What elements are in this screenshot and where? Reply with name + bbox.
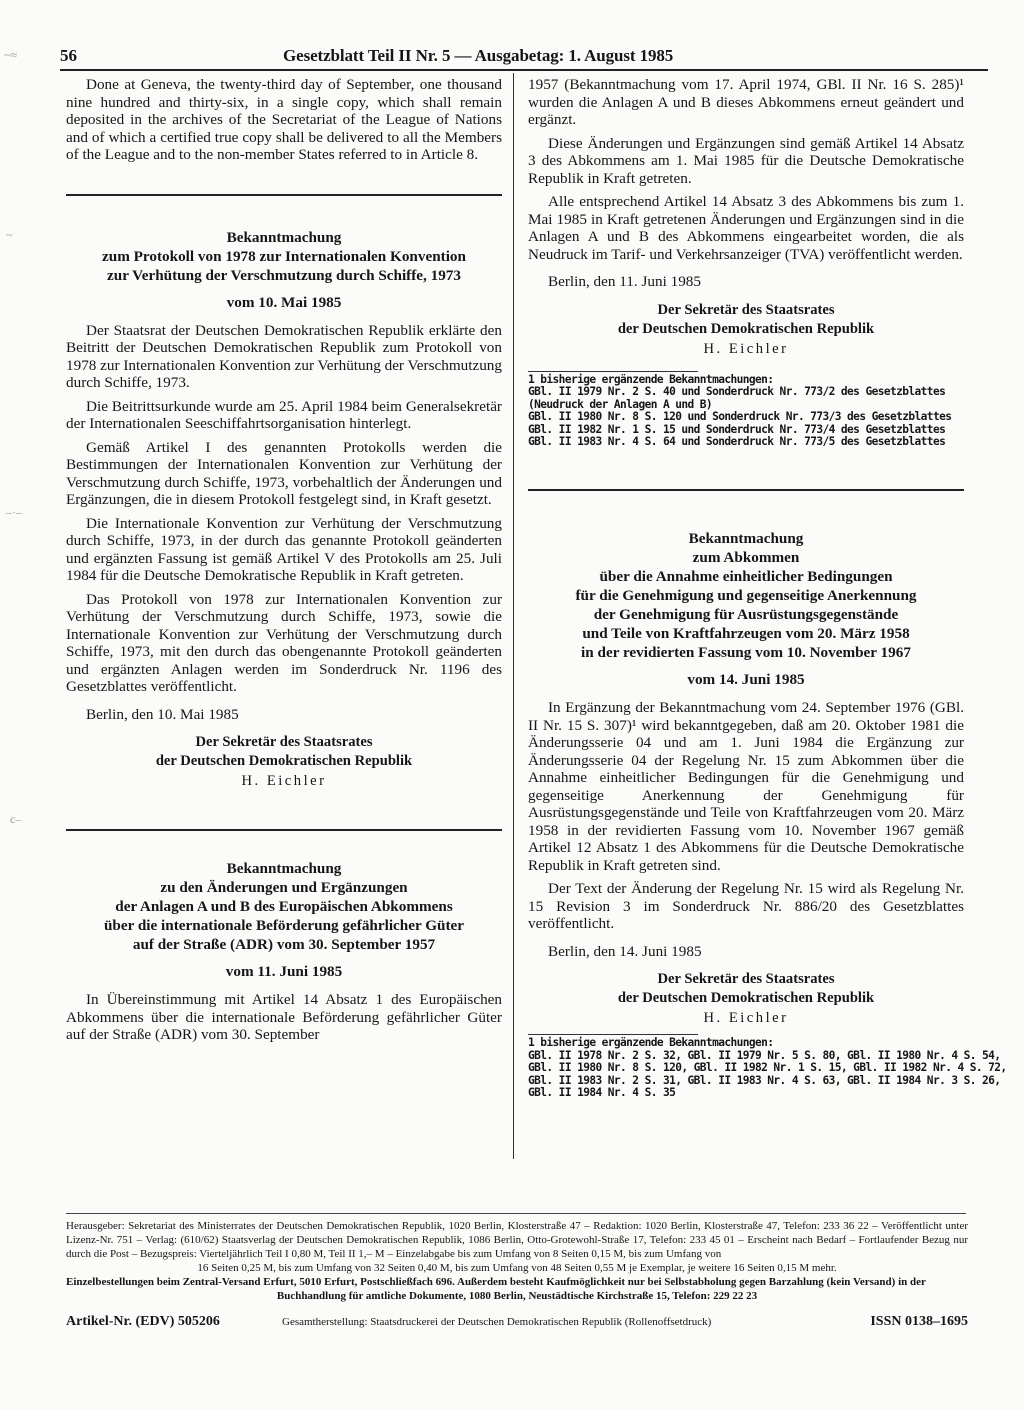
footnote-line: 1 bisherige ergänzende Bekanntmachungen: xyxy=(528,372,774,386)
imprint-price: 16 Seiten 0,25 M, bis zum Umfang von 32 Seiten 0,40 M, bis zum Umfang von 48 Seiten 0,55 M je Exemplar, je weitere 16 Seiten 0,15 M mehr. xyxy=(197,1262,837,1274)
body-paragraph: Das Protokoll von 1978 zur Internationalen Konvention zur Verhütung der Verschmutzung durch Schiffe, 1973, sowie die Internationale Konvention zur Verhütung der Verschmutzung durch Schiffe, 1973, mit den durch das obengenannte Protokoll geänderten und ergänzten Anlagen werden im Sonderdruck Nr. 1196 des Gesetzblattes veröffentlicht. xyxy=(66,590,502,695)
footnote-line: GBl. II 1980 Nr. 8 S. 120, GBl. II 1982 Nr. 1 S. 15, GBl. II 1982 Nr. 4 S. 72, xyxy=(528,1061,1007,1075)
imprint-orders: Einzelbestellungen beim Zentral-Versand Erfurt, 5010 Erfurt, Postschließfach 696. Außerdem besteht Kaufmöglichkeit nur bei Selbstabholung gegen Barzahlung (kein Versand) in der xyxy=(66,1276,926,1288)
signature-name: H. Eichler xyxy=(241,773,327,789)
notice-heading-line: und Teile von Kraftfahrzeugen vom 20. März 1958 xyxy=(582,625,910,643)
header-rule xyxy=(60,69,988,71)
notice-heading-line: Bekanntmachung xyxy=(226,228,342,246)
notice-heading-line: auf der Straße (ADR) vom 30. September 1957 xyxy=(132,936,436,953)
body-paragraph: Die Internationale Konvention zur Verhütung der Verschmutzung durch Schiffe, 1973, in der durch das genannte Protokoll geänderten und ergänzten Fassung ist gemäß Artikel V des Protokolls am 25. Juli 1984 für die Deutsche Demokratische Republik in Kraft getreten. xyxy=(66,514,502,584)
notice-heading-adr xyxy=(66,859,502,954)
notice-heading-line: in der revidierten Fassung vom 10. November 1967 xyxy=(581,644,911,662)
notice-date: vom 14. Juni 1985 xyxy=(687,671,805,689)
place-date: Berlin, den 14. Juni 1985 xyxy=(548,942,702,960)
footnote-rule xyxy=(528,371,698,372)
notice-heading-marpol xyxy=(66,228,502,285)
signature-title: der Deutschen Demokratischen Republik xyxy=(617,320,875,337)
place-date: Berlin, den 11. Juni 1985 xyxy=(548,273,701,290)
section-separator xyxy=(66,829,502,831)
imprint-main: Herausgeber: Sekretariat des Ministerrates der Deutschen Demokratischen Republik, 1020 Berlin, Klosterstraße 47 – Redaktion: 1020 Berlin, Klosterstraße 47, Telefon: 233 36 22 – Veröffentlicht unter Lizenz-Nr. 751 – Verlag: (610/62) Staatsverlag der Deutschen Demokratischen Republik, 1086 Berlin, Otto-Grotewohl-Straße 17, Telefon: 233 45 01 – Erscheint nach Bedarf – Fortlaufender Bezug nur durch die Post – Bezugspreis: Vierteljährlich Teil I 0,80 M, Teil II 1,– M – Einzelabgabe bis zum Umfang von 8 Seiten 0,15 M, bis zum Umfang von xyxy=(66,1220,968,1260)
notice-heading-line: zum Abkommen xyxy=(692,549,800,567)
notice-heading-line: zur Verhütung der Verschmutzung durch Schiffe, 1973 xyxy=(107,266,461,284)
issn: ISSN 0138–1695 xyxy=(870,1314,968,1329)
notice-heading-line: für die Genehmigung und gegenseitige Anerkennung xyxy=(575,587,917,605)
body-paragraph: Der Staatsrat der Deutschen Demokratischen Republik erklärte den Beitritt der Deutschen Demokratischen Republik zum Protokoll von 1978 zur Internationalen Konvention zur Verhütung der Verschmutzung durch Schiffe, 1973. xyxy=(66,321,502,391)
imprint-shop: Buchhandlung für amtliche Dokumente, 1080 Berlin, Neustädtische Kirchstraße 15, Telefon: 229 22 23 xyxy=(276,1290,758,1302)
footnote-block xyxy=(528,371,964,450)
notice-heading-line: über die internationale Beförderung gefährlicher Güter xyxy=(103,917,465,934)
signature-title: Der Sekretär des Staatsrates xyxy=(657,971,835,988)
footnote-line: GBl. II 1979 Nr. 2 S. 40 und Sonderdruck Nr. 773/2 des Gesetzblattes xyxy=(528,385,946,399)
footnote-block xyxy=(528,1034,1007,1100)
body-paragraph: Diese Änderungen und Ergänzungen sind gemäß Artikel 14 Absatz 3 des Abkommens am 1. Mai 1985 für die Deutsche Demokratische Republik in Kraft getreten. xyxy=(528,134,964,187)
notice-heading-line: über die Annahme einheitlicher Bedingungen xyxy=(599,568,893,586)
footnote-line: GBl. II 1978 Nr. 2 S. 32, GBl. II 1979 Nr. 5 S. 80, GBl. II 1980 Nr. 4 S. 54, xyxy=(528,1048,1001,1062)
body-paragraph: In Übereinstimmung mit Artikel 14 Absatz 1 des Europäischen Abkommens über die internationale Beförderung gefährlicher Güter auf der Straße (ADR) vom 30. September xyxy=(66,991,502,1043)
notice-heading-line: Bekanntmachung xyxy=(226,860,342,877)
body-paragraph: Alle entsprechend Artikel 14 Absatz 3 des Abkommens bis zum 1. Mai 1985 in Kraft getretenen Änderungen und Ergänzungen sind in die Anlagen A und B des Abkommens eingearbeitet worden, die als Neudruck im Tarif- und Verkehrsanzeiger (TVA) veröffentlicht werden. xyxy=(528,193,964,263)
notice-heading-line: zu den Änderungen und Ergänzungen xyxy=(160,879,408,896)
footnote-line: (Neudruck der Anlagen A und B) xyxy=(528,397,713,411)
footnote-line: GBl. II 1982 Nr. 1 S. 15 und Sonderdruck Nr. 773/4 des Gesetzblattes xyxy=(528,422,946,436)
body-paragraph: 1957 (Bekanntmachung vom 17. April 1974, GBl. II Nr. 16 S. 285)¹ wurden die Anlagen A und B dieses Abkommens erneut geändert und ergänzt. xyxy=(528,76,964,128)
footnote-line: 1 bisherige ergänzende Bekanntmachungen: xyxy=(528,1036,774,1050)
right-column xyxy=(528,73,1007,1100)
margin-scan-mark: –·– xyxy=(6,505,22,519)
margin-scan-mark: ~≈ xyxy=(4,48,18,62)
footer-rule xyxy=(66,1213,966,1214)
place-date: Berlin, den 10. Mai 1985 xyxy=(86,705,239,723)
signature-name: H. Eichler xyxy=(703,1010,789,1027)
article-number: Artikel-Nr. (EDV) 505206 xyxy=(66,1314,220,1329)
notice-heading-line: der Genehmigung für Ausrüstungsgegenstände xyxy=(593,606,899,624)
body-paragraph: Der Text der Änderung der Regelung Nr. 15 wird als Regelung Nr. 15 Revision 3 im Sonderdruck Nr. 886/20 des Gesetzblattes veröffentlicht. xyxy=(528,880,964,933)
notice-heading-line: zum Protokoll von 1978 zur Internationalen Konvention xyxy=(102,247,466,265)
notice-date: vom 10. Mai 1985 xyxy=(226,293,342,311)
footnote-line: GBl. II 1983 Nr. 2 S. 31, GBl. II 1983 Nr. 4 S. 63, GBl. II 1984 Nr. 3 S. 26, xyxy=(528,1073,1001,1087)
notice-heading-ece-agreement xyxy=(528,529,964,662)
margin-scan-mark: c– xyxy=(10,812,22,826)
signature-block xyxy=(66,733,502,791)
signature-block xyxy=(528,970,964,1028)
section-separator xyxy=(66,194,502,196)
left-column xyxy=(66,73,502,1050)
page-number: 56 xyxy=(60,46,77,65)
signature-title: der Deutschen Demokratischen Republik xyxy=(617,990,875,1007)
body-paragraph: Gemäß Artikel I des genannten Protokolls werden die Bestimmungen der Internationalen Konvention zur Verhütung der Verschmutzung durch Schiffe, 1973, vorbehaltlich der Änderungen und Ergänzungen, die in diesem Protokoll festgelegt sind, in Kraft gesetzt. xyxy=(66,438,502,508)
footnote-rule xyxy=(528,1034,698,1035)
signature-title: Der Sekretär des Staatsrates xyxy=(657,301,835,318)
notice-heading-line: Bekanntmachung xyxy=(688,530,804,548)
body-paragraph: In Ergänzung der Bekanntmachung vom 24. September 1976 (GBl. II Nr. 15 S. 307)¹ wird bekanntgegeben, daß am 20. Oktober 1981 die Änderungsserie 04 und am 1. Juni 1984 die Ergänzung zur Änderungsserie 04 der Regelung Nr. 15 zum Abkommen über die Annahme einheitlicher Bedingungen für die Genehmigung und gegenseitige Anerkennung der Genehmigung für Ausrüstungsgegenstände und Teile von Kraftfahrzeugen vom 20. März 1958 in der revidierten Fassung vom 10. November 1967 gemäß Artikel 12 Absatz 1 des Abkommens für die Deutsche Demokratische Republik in Kraft getreten sind. xyxy=(528,699,964,874)
footnote-line: GBl. II 1983 Nr. 4 S. 64 und Sonderdruck Nr. 773/5 des Gesetzblattes xyxy=(528,435,946,449)
signature-name: H. Eichler xyxy=(703,340,789,357)
footnote-line: GBl. II 1984 Nr. 4 S. 35 xyxy=(528,1086,676,1100)
signature-title: Der Sekretär des Staatsrates xyxy=(195,734,373,750)
signature-block xyxy=(528,301,964,359)
signature-title: der Deutschen Demokratischen Republik xyxy=(155,753,413,769)
running-title: Gesetzblatt Teil II Nr. 5 — Ausgabetag: 1. August 1985 xyxy=(283,46,674,65)
printer-credit: Gesamtherstellung: Staatsdruckerei der Deutschen Demokratischen Republik (Rollenoffsetdruck) xyxy=(282,1316,712,1328)
column-divider xyxy=(513,73,514,1159)
notice-date: vom 11. Juni 1985 xyxy=(225,963,343,980)
margin-scan-mark: ~ xyxy=(6,228,13,242)
footnote-line: GBl. II 1980 Nr. 8 S. 120 und Sonderdruck Nr. 773/3 des Gesetzblattes xyxy=(528,410,952,424)
closing-paragraph-english: Done at Geneva, the twenty-third day of September, one thousand nine hundred and thirty-six, in a single copy, which shall remain deposited in the archives of the Secretariat of the League of Nations and of which a certified true copy shall be delivered to all the Members of the League and to the non-member States referred to in Article 8. xyxy=(66,76,502,163)
body-paragraph: Die Beitrittsurkunde wurde am 25. April 1984 beim Generalsekretär der Internationalen Seeschiffahrtsorganisation hinterlegt. xyxy=(66,397,502,432)
section-separator xyxy=(528,489,964,491)
imprint xyxy=(66,1219,968,1303)
notice-heading-line: der Anlagen A und B des Europäischen Abkommens xyxy=(115,898,453,915)
